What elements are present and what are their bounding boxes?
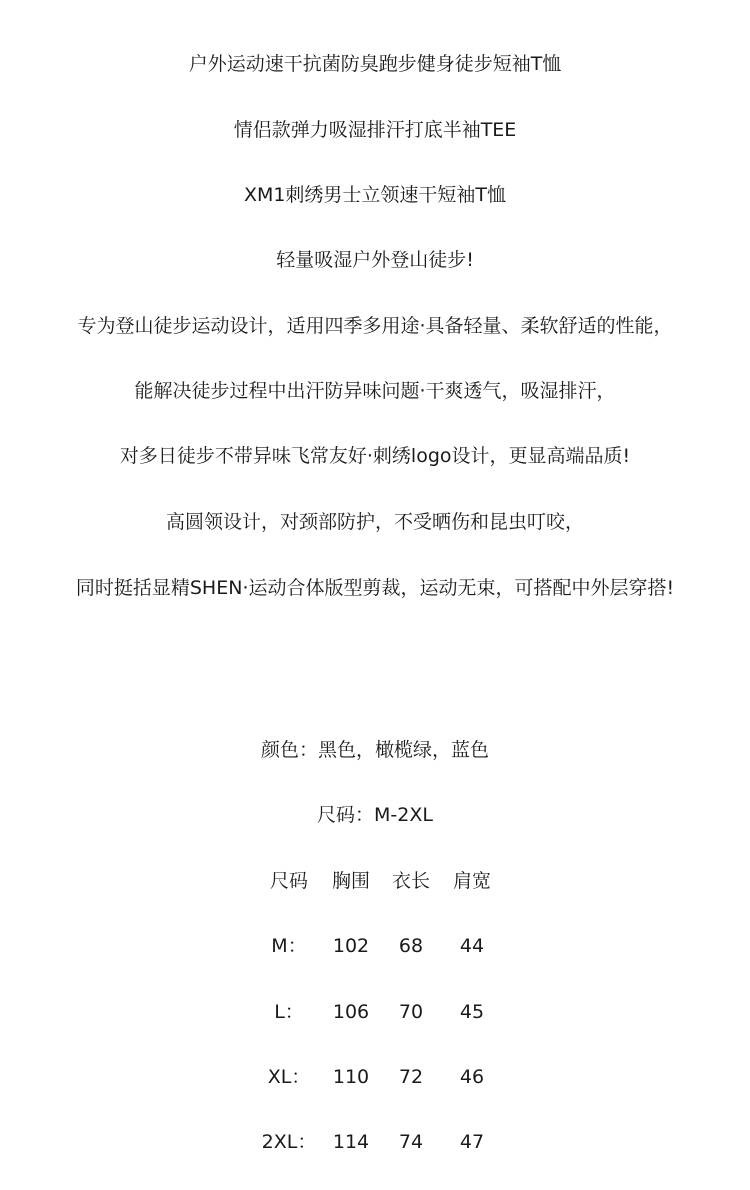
table-row: [0, 1064, 750, 1090]
length-value: 72: [398, 1066, 424, 1088]
shoulder-value: 46: [459, 1066, 485, 1088]
description-line-fit: 同时挺括显精SHEN·运动合体版型剪裁，运动无束，可搭配中外层穿搭!: [75, 577, 675, 599]
header-chest: 胸围: [331, 870, 370, 892]
header-length: 衣长: [391, 870, 430, 892]
color-options: 颜色：黑色，橄榄绿，蓝色: [260, 739, 489, 761]
length-value: 74: [398, 1131, 424, 1153]
description-line-title: 户外运动速干抗菌防臭跑步健身徒步短袖T恤: [188, 53, 562, 75]
size-table-header: [0, 868, 750, 894]
header-size: 尺码: [269, 870, 308, 892]
shoulder-value: 44: [459, 935, 485, 957]
size-range: 尺码：M-2XL: [317, 804, 433, 826]
size-label: 2XL：: [261, 1131, 317, 1153]
table-row: [0, 933, 750, 959]
table-row: [0, 1129, 750, 1155]
shoulder-value: 47: [459, 1131, 485, 1153]
chest-value: 110: [332, 1066, 370, 1088]
size-label: XL：: [267, 1066, 311, 1088]
chest-value: 106: [332, 1001, 370, 1023]
description-line-design: 专为登山徒步运动设计，适用四季多用途·具备轻量、柔软舒适的性能，: [77, 315, 673, 337]
description-line-model: XM1刺绣男士立领速干短袖T恤: [243, 184, 507, 206]
description-line-odor: 对多日徒步不带异味飞常友好·刺绣logo设计，更显高端品质!: [119, 445, 631, 467]
size-label: M：: [271, 935, 307, 957]
shoulder-value: 45: [459, 1001, 485, 1023]
header-shoulder: 肩宽: [452, 870, 491, 892]
description-line-sweat: 能解决徒步过程中出汗防异味问题·干爽透气，吸湿排汗，: [134, 380, 616, 402]
description-line-collar: 高圆领设计，对颈部防护，不受晒伤和昆虫叮咬，: [165, 511, 584, 533]
table-row: [0, 999, 750, 1025]
description-line-tagline: 轻量吸湿户外登山徒步!: [276, 249, 474, 271]
chest-value: 102: [332, 935, 370, 957]
size-label: L：: [274, 1001, 304, 1023]
length-value: 70: [398, 1001, 424, 1023]
description-line-subtitle: 情侣款弹力吸湿排汗打底半袖TEE: [233, 119, 517, 141]
chest-value: 114: [332, 1131, 370, 1153]
length-value: 68: [398, 935, 424, 957]
